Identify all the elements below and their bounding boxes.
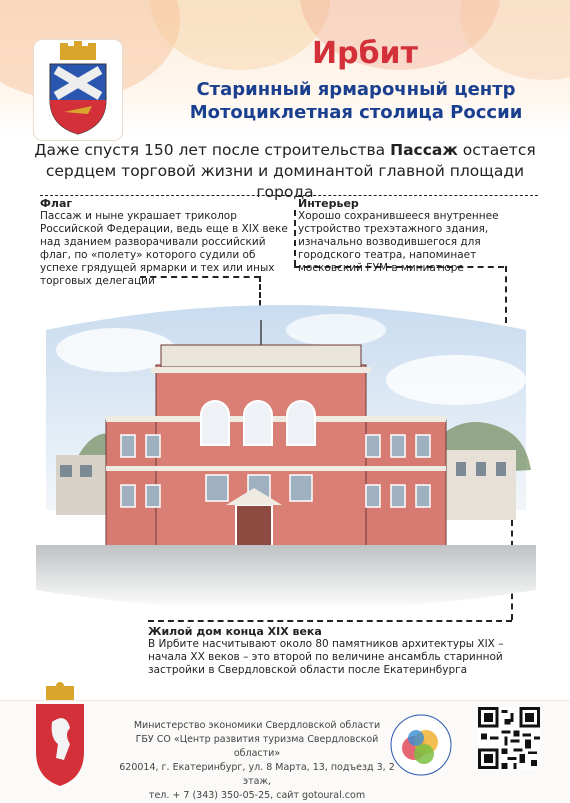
- footer-ministry: Министерство экономики Свердловской области: [133, 720, 381, 731]
- intro-paragraph: [30, 140, 540, 203]
- flag-connector-h: [140, 276, 260, 278]
- note-interior: [298, 197, 543, 275]
- passage-building-photo: [36, 290, 536, 620]
- note-flag: [40, 197, 290, 288]
- coat-of-arms-icon: [34, 40, 122, 140]
- note-house: [148, 625, 518, 677]
- footer-address: 620014, г. Екатеринбург, ул. 8 Марта, 13, подъезд 3, 2 этаж,: [119, 762, 395, 787]
- footer-phone-site: тел. + 7 (343) 350-05-25, сайт gotoural.com: [148, 790, 366, 801]
- note-house-text: В Ирбите насчитывают около 80 памятников архитектуры XIX – начала XX веков – это второй по величине ансамбль старинной застройки в Свердловской области после Екатеринбурга: [148, 638, 504, 676]
- interior-note-rule: [298, 195, 538, 196]
- city-title: Ирбит: [312, 36, 418, 71]
- note-interior-title: Интерьер: [298, 197, 359, 210]
- note-flag-title: Флаг: [40, 197, 73, 210]
- flag-note-rule: [40, 195, 290, 196]
- subtitle-line-2: Мотоциклетная столица России: [189, 102, 523, 123]
- note-house-title: Жилой дом конца XIX века: [148, 625, 322, 638]
- intro-text-end: остается сердцем торговой жизни и доминантой главной площади города: [45, 141, 536, 201]
- note-flag-text: Пассаж и ныне украшает триколор Российской Федерации, ведь еще в XIX веке над зданием разворачивали российский флаг, по «полету» которого судили об успехе грядущей ярмарки и тех или иных торговых делегаций: [40, 210, 288, 287]
- interior-connector-v: [294, 210, 296, 266]
- tourism-center-logo-icon: [390, 714, 452, 776]
- sverdlovsk-coat-of-arms-icon: [30, 682, 90, 790]
- house-connector-h: [148, 620, 512, 622]
- qr-code-icon[interactable]: [478, 707, 540, 769]
- subtitle-line-1: Старинный ярмарочный центр: [196, 79, 516, 100]
- interior-connector-h: [294, 266, 504, 268]
- intro-bold-passage: Пассаж: [390, 141, 458, 159]
- footer-organization: ГБУ СО «Центр развития туризма Свердловской области»: [135, 734, 379, 759]
- note-interior-text: Хорошо сохранившееся внутреннее устройство трехэтажного здания, изначально возводившегося для городского театра, напоминает московский ГУМ в миниатюре: [298, 210, 499, 274]
- intro-text-start: Даже спустя 150 лет после строительства: [34, 141, 391, 159]
- footer-contacts: [112, 719, 402, 803]
- irbit-coat-of-arms: [34, 40, 122, 140]
